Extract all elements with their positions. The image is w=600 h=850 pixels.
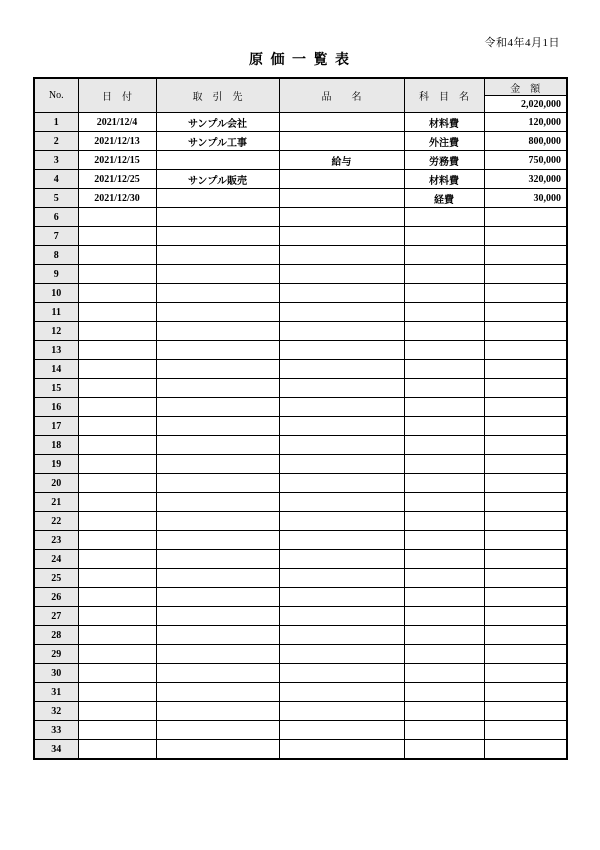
cell-date — [78, 531, 156, 550]
table-body — [34, 113, 567, 760]
cell-vendor: サンプル会社 — [156, 113, 279, 132]
cell-amount — [484, 683, 567, 702]
cell-account — [404, 246, 484, 265]
cell-amount — [484, 379, 567, 398]
cell-date — [78, 493, 156, 512]
cell-amount — [484, 417, 567, 436]
cell-date: 2021/12/30 — [78, 189, 156, 208]
table-row — [34, 246, 567, 265]
cell-account — [404, 626, 484, 645]
cell-vendor — [156, 550, 279, 569]
header-account: 科 目 名 — [404, 78, 484, 113]
cell-item — [279, 683, 404, 702]
cell-vendor — [156, 702, 279, 721]
cell-amount — [484, 664, 567, 683]
cell-vendor — [156, 645, 279, 664]
total-amount: 2,020,000 — [484, 96, 567, 113]
table-row — [34, 227, 567, 246]
cell-account: 経費 — [404, 189, 484, 208]
row-number: 26 — [34, 588, 78, 607]
table-row — [34, 721, 567, 740]
table-row — [34, 550, 567, 569]
cell-date — [78, 664, 156, 683]
table-header — [34, 78, 567, 113]
table-row — [34, 360, 567, 379]
cell-date — [78, 550, 156, 569]
cell-account — [404, 702, 484, 721]
cell-item — [279, 702, 404, 721]
cell-date — [78, 607, 156, 626]
cell-date — [78, 683, 156, 702]
row-number: 8 — [34, 246, 78, 265]
cell-vendor — [156, 740, 279, 760]
cell-amount — [484, 265, 567, 284]
cell-date — [78, 208, 156, 227]
cell-date — [78, 645, 156, 664]
cell-vendor — [156, 607, 279, 626]
cell-date — [78, 455, 156, 474]
cell-amount — [484, 436, 567, 455]
header-no: No. — [34, 78, 78, 113]
row-number: 4 — [34, 170, 78, 189]
cell-item — [279, 398, 404, 417]
table-row — [34, 702, 567, 721]
table-row — [34, 208, 567, 227]
table-row — [34, 322, 567, 341]
table-row — [34, 569, 567, 588]
cell-amount: 800,000 — [484, 132, 567, 151]
cell-date — [78, 569, 156, 588]
row-number: 1 — [34, 113, 78, 132]
cell-amount — [484, 398, 567, 417]
row-number: 9 — [34, 265, 78, 284]
cell-account — [404, 474, 484, 493]
table-row — [34, 170, 567, 189]
cell-account — [404, 341, 484, 360]
cell-account — [404, 265, 484, 284]
cell-vendor — [156, 284, 279, 303]
cell-item — [279, 417, 404, 436]
cell-item — [279, 626, 404, 645]
header-item: 品 名 — [279, 78, 404, 113]
row-number: 12 — [34, 322, 78, 341]
cell-vendor — [156, 303, 279, 322]
cell-vendor — [156, 664, 279, 683]
row-number: 29 — [34, 645, 78, 664]
table-row — [34, 436, 567, 455]
cell-account — [404, 664, 484, 683]
header-date: 日 付 — [78, 78, 156, 113]
cell-account — [404, 227, 484, 246]
cell-amount: 30,000 — [484, 189, 567, 208]
cell-amount — [484, 721, 567, 740]
cell-item — [279, 569, 404, 588]
row-number: 7 — [34, 227, 78, 246]
cell-item — [279, 303, 404, 322]
cell-item — [279, 227, 404, 246]
cell-account — [404, 436, 484, 455]
cell-vendor — [156, 455, 279, 474]
cell-item — [279, 455, 404, 474]
row-number: 5 — [34, 189, 78, 208]
cell-account — [404, 208, 484, 227]
cell-account — [404, 607, 484, 626]
cell-date — [78, 702, 156, 721]
table-row — [34, 512, 567, 531]
cell-amount — [484, 607, 567, 626]
row-number: 13 — [34, 341, 78, 360]
header-amount: 金 額 — [484, 78, 567, 96]
cell-amount — [484, 645, 567, 664]
cell-amount — [484, 341, 567, 360]
row-number: 11 — [34, 303, 78, 322]
cell-vendor — [156, 474, 279, 493]
row-number: 15 — [34, 379, 78, 398]
cell-vendor — [156, 189, 279, 208]
row-number: 24 — [34, 550, 78, 569]
cell-date — [78, 303, 156, 322]
cell-vendor — [156, 265, 279, 284]
cell-amount — [484, 569, 567, 588]
cell-amount — [484, 626, 567, 645]
cell-amount — [484, 474, 567, 493]
cell-date: 2021/12/4 — [78, 113, 156, 132]
cell-account — [404, 322, 484, 341]
table-row — [34, 531, 567, 550]
row-number: 2 — [34, 132, 78, 151]
cell-account — [404, 531, 484, 550]
row-number: 19 — [34, 455, 78, 474]
cell-amount — [484, 493, 567, 512]
cell-vendor: サンプル販売 — [156, 170, 279, 189]
cell-vendor — [156, 493, 279, 512]
cell-account: 材料費 — [404, 170, 484, 189]
cell-date — [78, 284, 156, 303]
row-number: 32 — [34, 702, 78, 721]
cell-amount — [484, 208, 567, 227]
cell-vendor — [156, 569, 279, 588]
row-number: 21 — [34, 493, 78, 512]
cell-amount — [484, 512, 567, 531]
cell-amount — [484, 550, 567, 569]
cell-vendor — [156, 398, 279, 417]
cell-date — [78, 227, 156, 246]
cell-amount: 750,000 — [484, 151, 567, 170]
cell-vendor: サンプル工事 — [156, 132, 279, 151]
cell-account — [404, 360, 484, 379]
cell-vendor — [156, 151, 279, 170]
header-vendor: 取 引 先 — [156, 78, 279, 113]
cell-date — [78, 265, 156, 284]
cell-item — [279, 132, 404, 151]
cell-vendor — [156, 512, 279, 531]
cell-amount — [484, 455, 567, 474]
table-row — [34, 740, 567, 760]
cell-item — [279, 189, 404, 208]
cell-account — [404, 550, 484, 569]
table-row — [34, 113, 567, 132]
page-title: 原 価 一 覧 表 — [249, 53, 351, 68]
table-row — [34, 493, 567, 512]
cell-date — [78, 626, 156, 645]
cell-account — [404, 721, 484, 740]
cell-account — [404, 303, 484, 322]
table-row — [34, 398, 567, 417]
row-number: 20 — [34, 474, 78, 493]
cell-item — [279, 208, 404, 227]
cell-item — [279, 531, 404, 550]
cell-vendor — [156, 683, 279, 702]
row-number: 34 — [34, 740, 78, 760]
row-number: 27 — [34, 607, 78, 626]
table-row — [34, 151, 567, 170]
cell-account — [404, 645, 484, 664]
cell-date: 2021/12/25 — [78, 170, 156, 189]
cell-item — [279, 493, 404, 512]
cell-item — [279, 740, 404, 760]
cell-item — [279, 113, 404, 132]
cell-amount: 320,000 — [484, 170, 567, 189]
cell-date — [78, 436, 156, 455]
table-row — [34, 607, 567, 626]
cell-vendor — [156, 227, 279, 246]
cell-date — [78, 360, 156, 379]
row-number: 23 — [34, 531, 78, 550]
cell-vendor — [156, 322, 279, 341]
table-row — [34, 379, 567, 398]
document-date: 令和4年4月1日 — [484, 37, 560, 49]
cell-date — [78, 588, 156, 607]
cell-item — [279, 588, 404, 607]
table-row — [34, 341, 567, 360]
table-row — [34, 265, 567, 284]
cell-date — [78, 398, 156, 417]
cell-account: 外注費 — [404, 132, 484, 151]
cell-account — [404, 379, 484, 398]
table-row — [34, 626, 567, 645]
cell-amount — [484, 227, 567, 246]
cell-vendor — [156, 208, 279, 227]
cell-amount — [484, 322, 567, 341]
cell-date: 2021/12/15 — [78, 151, 156, 170]
cell-amount — [484, 246, 567, 265]
row-number: 22 — [34, 512, 78, 531]
cell-vendor — [156, 436, 279, 455]
cell-item: 給与 — [279, 151, 404, 170]
cell-amount — [484, 588, 567, 607]
cell-item — [279, 170, 404, 189]
table-row — [34, 284, 567, 303]
cell-item — [279, 607, 404, 626]
cell-vendor — [156, 588, 279, 607]
cell-item — [279, 645, 404, 664]
cell-amount — [484, 303, 567, 322]
cell-vendor — [156, 341, 279, 360]
cell-account — [404, 740, 484, 760]
cell-account — [404, 493, 484, 512]
row-number: 10 — [34, 284, 78, 303]
cell-amount — [484, 360, 567, 379]
row-number: 3 — [34, 151, 78, 170]
cell-vendor — [156, 626, 279, 645]
row-number: 16 — [34, 398, 78, 417]
table-row — [34, 588, 567, 607]
cell-date — [78, 379, 156, 398]
cell-date: 2021/12/13 — [78, 132, 156, 151]
cell-item — [279, 360, 404, 379]
cell-account: 労務費 — [404, 151, 484, 170]
cell-amount — [484, 702, 567, 721]
cell-date — [78, 740, 156, 760]
cell-date — [78, 322, 156, 341]
table-row — [34, 474, 567, 493]
cell-amount — [484, 531, 567, 550]
cell-vendor — [156, 379, 279, 398]
cell-date — [78, 341, 156, 360]
row-number: 33 — [34, 721, 78, 740]
table-row — [34, 189, 567, 208]
table-row — [34, 303, 567, 322]
table-row — [34, 132, 567, 151]
cell-item — [279, 436, 404, 455]
cell-date — [78, 417, 156, 436]
cell-account: 材料費 — [404, 113, 484, 132]
row-number: 30 — [34, 664, 78, 683]
cell-account — [404, 588, 484, 607]
cell-vendor — [156, 360, 279, 379]
cell-amount — [484, 284, 567, 303]
row-number: 31 — [34, 683, 78, 702]
cell-date — [78, 721, 156, 740]
row-number: 25 — [34, 569, 78, 588]
cell-item — [279, 322, 404, 341]
row-number: 28 — [34, 626, 78, 645]
cell-item — [279, 512, 404, 531]
cell-item — [279, 664, 404, 683]
row-number: 14 — [34, 360, 78, 379]
cell-date — [78, 474, 156, 493]
cell-amount — [484, 740, 567, 760]
cell-vendor — [156, 246, 279, 265]
cell-account — [404, 512, 484, 531]
row-number: 17 — [34, 417, 78, 436]
cell-item — [279, 721, 404, 740]
row-number: 6 — [34, 208, 78, 227]
cell-account — [404, 398, 484, 417]
cell-item — [279, 474, 404, 493]
cell-date — [78, 512, 156, 531]
cell-date — [78, 246, 156, 265]
cell-vendor — [156, 721, 279, 740]
cell-vendor — [156, 531, 279, 550]
cost-table — [33, 77, 568, 760]
cell-item — [279, 341, 404, 360]
cell-account — [404, 455, 484, 474]
table-row — [34, 664, 567, 683]
cell-item — [279, 265, 404, 284]
cell-account — [404, 417, 484, 436]
table-row — [34, 455, 567, 474]
cell-amount: 120,000 — [484, 113, 567, 132]
cell-item — [279, 550, 404, 569]
table-row — [34, 683, 567, 702]
header-row — [34, 78, 567, 96]
cell-item — [279, 246, 404, 265]
row-number: 18 — [34, 436, 78, 455]
cell-vendor — [156, 417, 279, 436]
cell-account — [404, 284, 484, 303]
cell-item — [279, 284, 404, 303]
table-row — [34, 645, 567, 664]
cell-item — [279, 379, 404, 398]
table-row — [34, 417, 567, 436]
cell-account — [404, 683, 484, 702]
cell-account — [404, 569, 484, 588]
